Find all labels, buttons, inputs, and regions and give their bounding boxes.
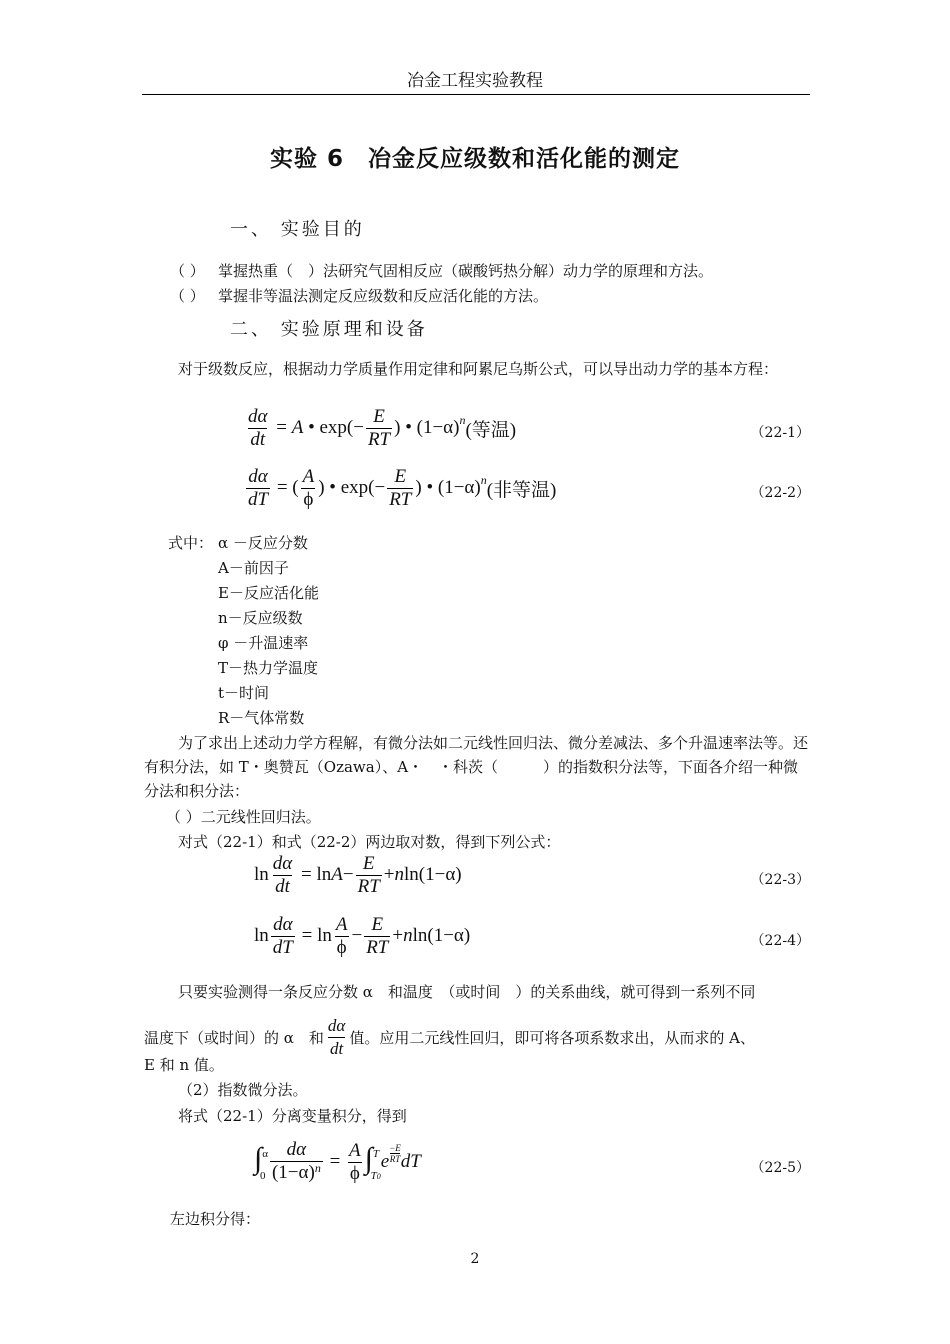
para3-line2-post: 值。应用二元线性回归，即可将各项系数求出，从而求的 A、 <box>349 1028 755 1047</box>
purpose-item-1-num: （ ） <box>170 262 205 280</box>
legend-lead: 式中： <box>168 534 214 552</box>
header-rule <box>142 94 810 95</box>
inline-derivative: $\frac{d\alpha}{dt}$ <box>327 1016 346 1058</box>
legend-item: φ －升温速率 <box>218 634 309 652</box>
legend-item: α －反应分数 <box>218 534 308 552</box>
equation-22-3: ln $\frac{d\alpha}{dt}$ = ln A − $\frac{E}{RT}$ + n ln(1−α) <box>254 852 462 897</box>
methods-paragraph: 为了求出上述动力学方程解，有微分法如二元线性回归法、微分差减法、多个升温速率法等。还有积分法，如 T・奥赞瓦（Ozawa）、A・ ・科茨（ ）的指数积分法等，下面各介绍一种微分法和积分法： <box>144 734 809 800</box>
legend-item: n－反应级数 <box>218 609 303 627</box>
eq2-note: (非等温) <box>486 479 557 501</box>
eq-number-22-4: （22-4） <box>750 933 810 949</box>
method-2-heading: （2）指数微分法。 <box>178 1081 308 1099</box>
intro-paragraph: 对于级数反应，根据动力学质量作用定律和阿累尼乌斯公式，可以导出动力学的基本方程： <box>178 360 779 378</box>
eq-number-22-5: （22-5） <box>750 1160 810 1176</box>
purpose-item-1: 掌握热重（ ）法研究气固相反应（碳酸钙热分解）动力学的原理和方法。 <box>218 262 714 280</box>
legend-item: T－热力学温度 <box>218 659 319 677</box>
eq-number-22-3: （22-3） <box>750 872 810 888</box>
legend-item: E－反应活化能 <box>218 584 319 602</box>
page-number: 2 <box>470 1251 480 1267</box>
running-header: 冶金工程实验教程 <box>407 71 543 91</box>
purpose-item-2-num: （ ） <box>170 287 205 305</box>
equation-22-2: $\frac{d\alpha}{dT}$ = ( $\frac{A}{\phi}$ ) • exp(− $\frac{E}{RT}$ ) • (1−α) n (非等温) <box>248 465 557 510</box>
para3-line3: E 和 n 值。 <box>144 1056 224 1074</box>
para3-line2 <box>144 1015 755 1060</box>
section-heading-purpose: 一、 实验目的 <box>230 219 365 240</box>
purpose-item-2: 掌握非等温法测定反应级数和反应活化能的方法。 <box>218 287 549 305</box>
experiment-title: 实验 6 冶金反应级数和活化能的测定 <box>269 146 680 172</box>
legend-item: A－前因子 <box>218 559 289 577</box>
para3-line1: 只要实验测得一条反应分数 α 和温度 （或时间 ）的关系曲线，就可得到一系列不同 <box>178 983 756 1001</box>
method-1-heading: （ ）二元线性回归法。 <box>166 808 321 826</box>
left-integral-lead: 左边积分得： <box>170 1210 261 1228</box>
separation-paragraph: 将式（22-1）分离变量积分，得到 <box>178 1107 407 1125</box>
equation-22-4: ln $\frac{d\alpha}{dT}$ = ln $\frac{A}{\phi}$ − $\frac{E}{RT}$ + n ln(1−α) <box>254 913 471 958</box>
eq-number-22-1: （22-1） <box>750 425 810 441</box>
equation-22-5: ∫ α 0 $\frac{d\alpha}{(1-\alpha)^n}$ = $\frac{A}{\phi}$ ∫ T T0 e −E RT dT <box>254 1139 421 1184</box>
equation-22-1: $\frac{d\alpha}{dt}$ = A • exp(− $\frac{E}{RT}$ ) • (1−α) n (等温) <box>248 405 517 450</box>
legend-item: t－时间 <box>218 684 270 702</box>
para3-line2-pre: 温度下（或时间）的 α 和 <box>144 1028 324 1047</box>
log-paragraph: 对式（22-1）和式（22-2）两边取对数，得到下列公式： <box>178 833 561 851</box>
eq-number-22-2: （22-2） <box>750 485 810 501</box>
section-heading-principle: 二、 实验原理和设备 <box>230 319 428 340</box>
legend-item: R－气体常数 <box>218 709 305 727</box>
eq1-note: (等温) <box>465 419 517 441</box>
